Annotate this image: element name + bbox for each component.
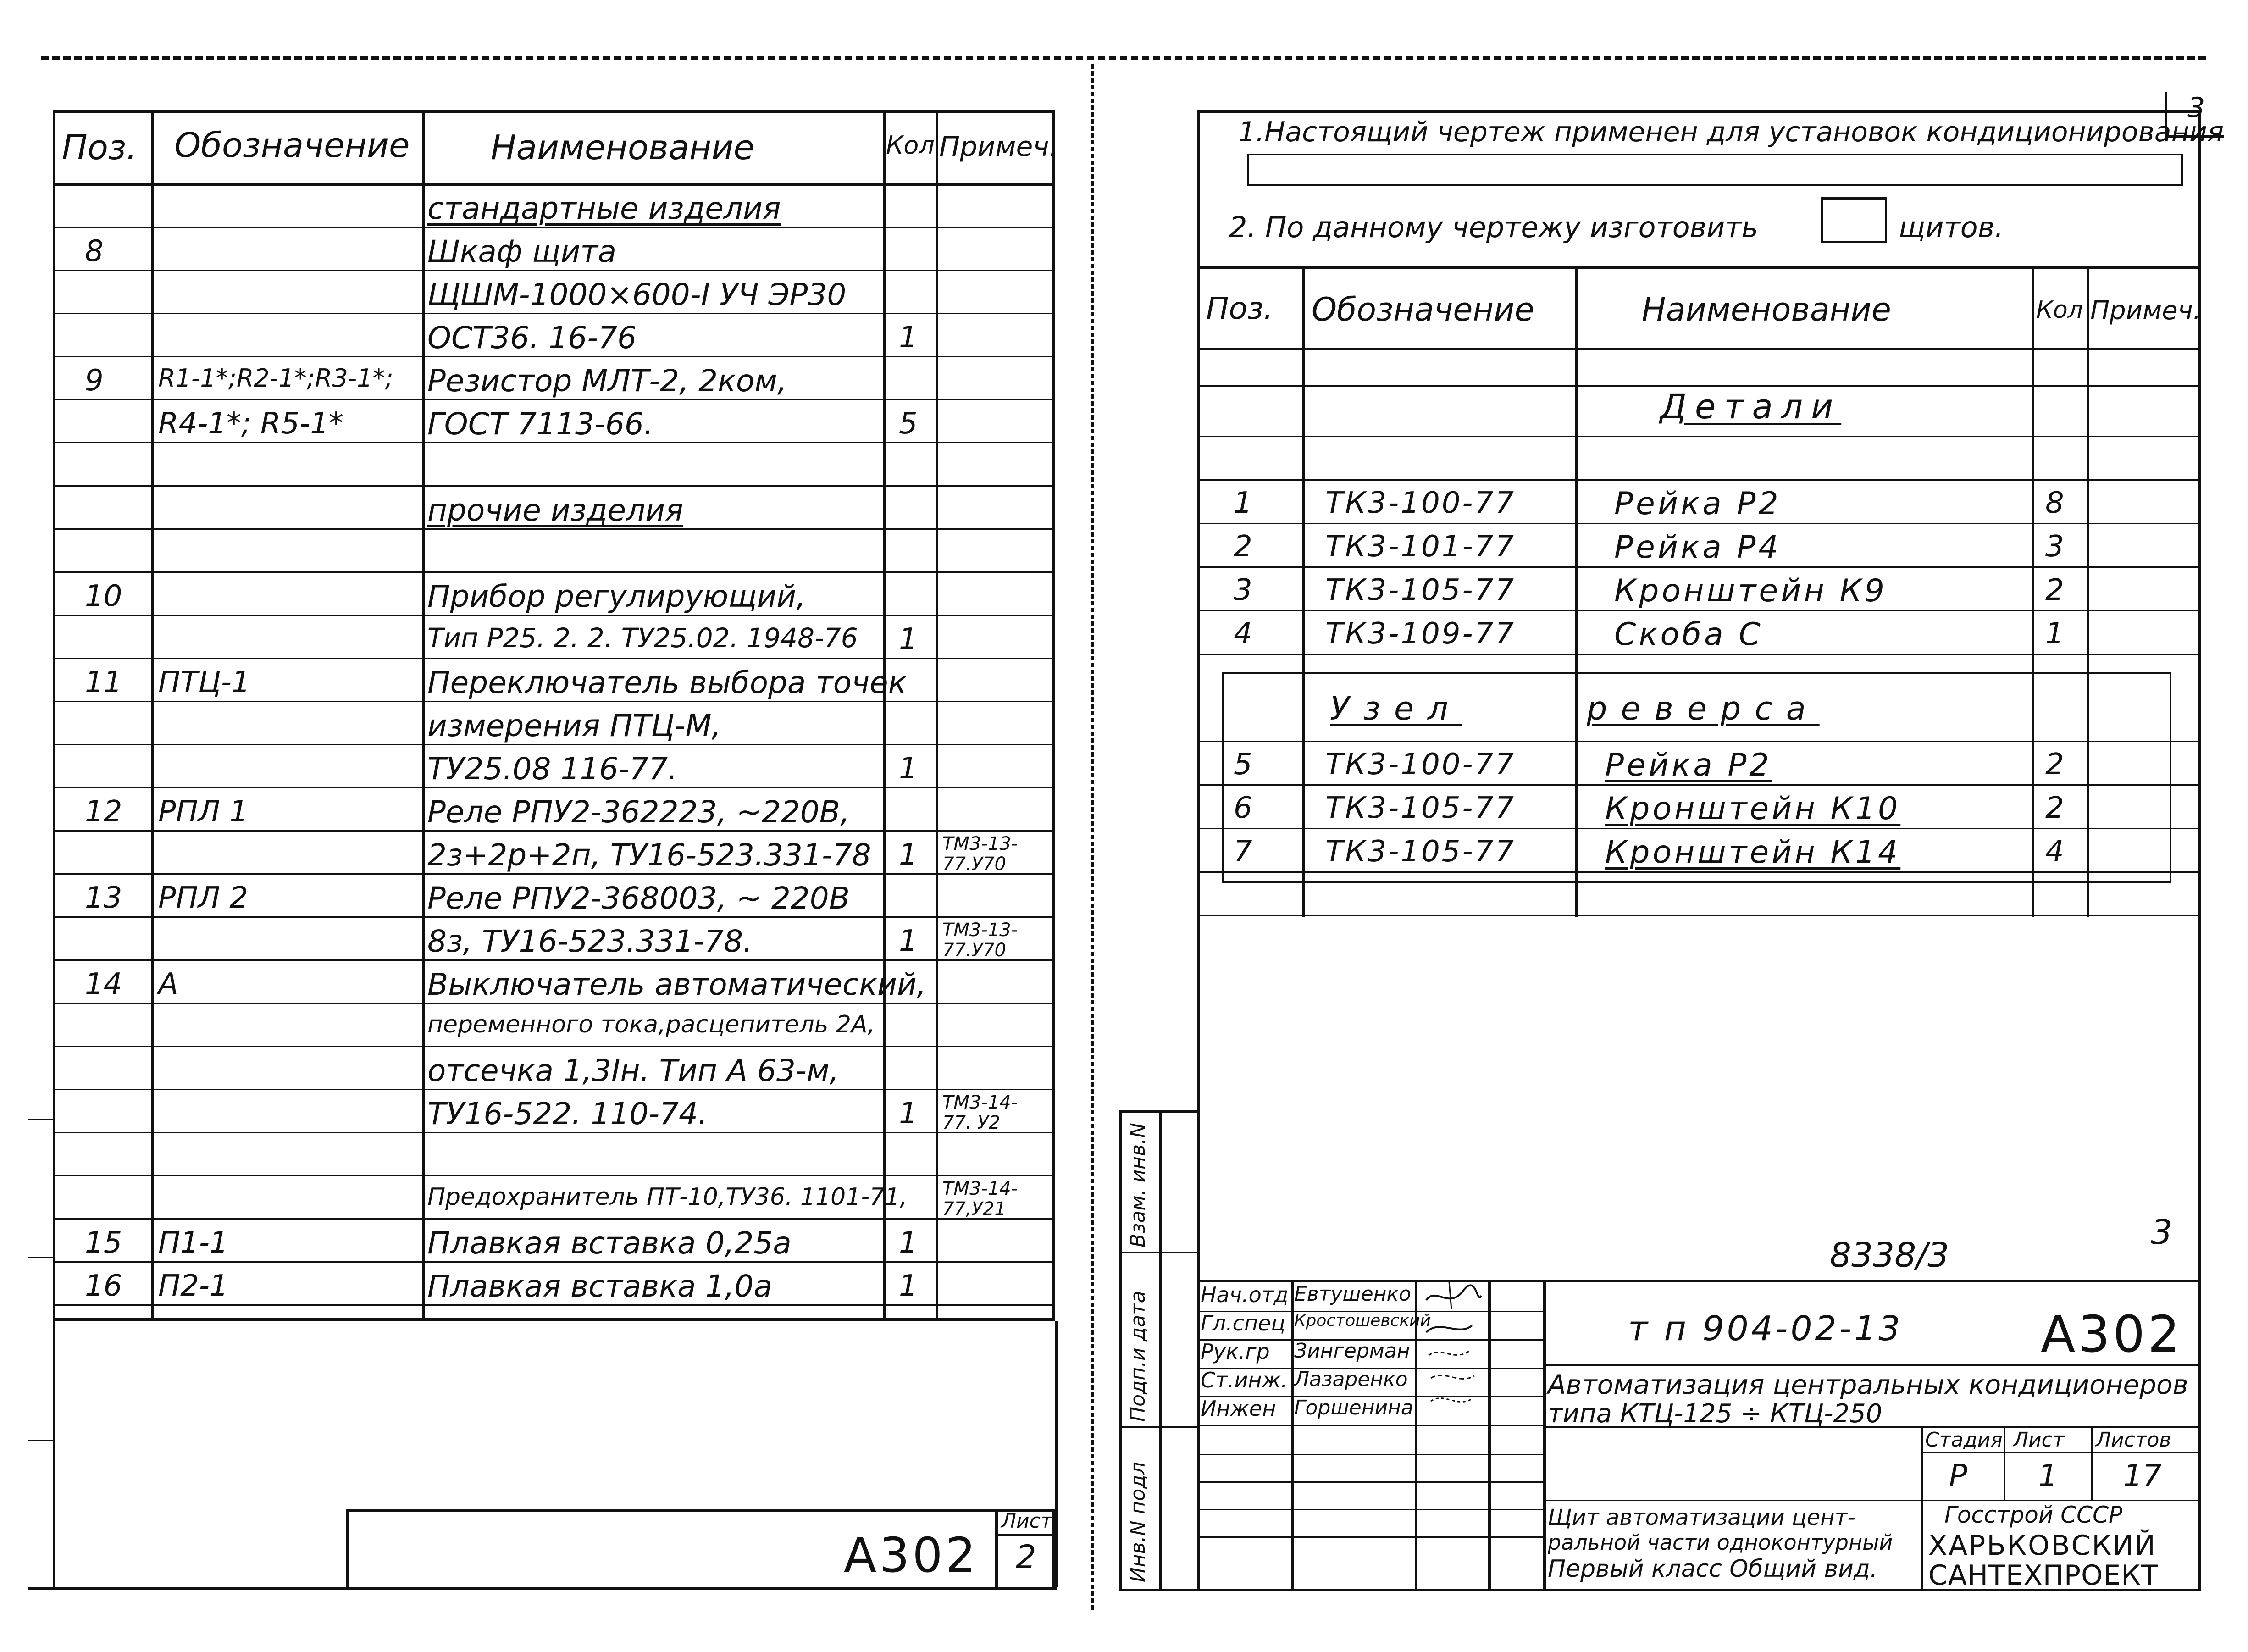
left-row-pos: 12 xyxy=(85,795,122,829)
tick-3 xyxy=(28,1440,55,1441)
left-row-divider xyxy=(53,227,1055,228)
left-row-name: Шкаф щита xyxy=(427,234,617,269)
stamp-sheet-label: Лист xyxy=(2013,1428,2065,1452)
stamp-empty-row-1 xyxy=(1197,1481,1543,1483)
left-row-qty: 1 xyxy=(899,1097,918,1131)
right-node-row-qty: 2 xyxy=(2045,791,2064,825)
left-header-designation: Обозначение xyxy=(174,126,410,165)
archive-number: 8338/3 xyxy=(1830,1236,1949,1275)
left-row-divider xyxy=(53,356,1055,357)
right-node-row-pos: 5 xyxy=(1234,748,1252,782)
left-col-divider-4 xyxy=(936,110,938,1321)
section-details: Детали xyxy=(1660,387,1842,427)
right-row-divider xyxy=(1197,385,2201,387)
left-row-qty: 1 xyxy=(899,752,918,786)
stamp-person: Горшенина xyxy=(1294,1396,1413,1419)
stamp-desc-2: ральной части одноконтурный xyxy=(1548,1530,1893,1555)
right-header-divider xyxy=(1197,348,2201,350)
stamp-sheets-col xyxy=(2091,1426,2093,1500)
left-row-designation: R1-1*;R2-1*;R3-1*; xyxy=(158,364,393,393)
right-row-pos: 1 xyxy=(1234,486,1252,520)
section-node-a: Узел xyxy=(1330,690,1462,727)
quantity-input-box xyxy=(1821,197,1887,243)
right-node-row-qty: 2 xyxy=(2045,748,2064,782)
right-node-row-pos: 6 xyxy=(1234,791,1252,825)
note-1-box xyxy=(1247,154,2183,186)
side-label-replacement: Взам. инв.N xyxy=(1126,1123,1150,1247)
stamp-stage: Р xyxy=(1949,1458,1967,1493)
left-row-name: Выключатель автоматический, xyxy=(427,967,926,1002)
left-row-note: ТМ3-14- 77. У2 xyxy=(942,1092,1018,1133)
right-row-name: Кронштейн К9 xyxy=(1614,573,1887,609)
left-row-divider xyxy=(53,1304,1055,1306)
left-row-divider xyxy=(53,313,1055,314)
left-row-name: стандартные изделия xyxy=(427,191,781,226)
left-header-name: Наименование xyxy=(491,128,755,167)
stamp-role: Гл.спец xyxy=(1201,1311,1285,1336)
stamp-empty-row-2 xyxy=(1197,1509,1543,1510)
right-row-name: Скоба С xyxy=(1614,616,1763,653)
left-row-name: ГОСТ 7113-66. xyxy=(427,406,653,442)
stamp-role: Рук.гр xyxy=(1201,1339,1270,1364)
left-row-name: Реле РПУ2-368003, ~ 220В xyxy=(427,881,850,916)
right-node-row-designation: ТК3-100-77 xyxy=(1325,748,1516,782)
left-row-name: Прибор регулирующий, xyxy=(427,579,806,614)
right-row-name: Рейка Р4 xyxy=(1614,529,1781,565)
left-row-name: Плавкая вставка 1,0а xyxy=(427,1269,772,1304)
side-row-1 xyxy=(1119,1252,1200,1253)
stamp-sheets-label: Листов xyxy=(2096,1428,2171,1452)
left-row-divider xyxy=(53,270,1055,271)
stamp-org-1: Госстрой СССР xyxy=(1944,1502,2123,1528)
stamp-desc-1: Щит автоматизации цент- xyxy=(1548,1505,1855,1530)
stamp-col-sign xyxy=(1488,1280,1491,1591)
top-dashed-border xyxy=(41,56,2206,60)
left-row-pos: 13 xyxy=(85,881,122,915)
left-row-name: Предохранитель ПТ-10,ТУ36. 1101-71, xyxy=(427,1183,908,1211)
right-header-qty: Кол xyxy=(2036,296,2083,324)
left-frame-extension xyxy=(53,1321,55,1587)
left-row-qty: 1 xyxy=(899,1269,918,1303)
left-row-designation: П2-1 xyxy=(158,1269,228,1303)
right-row-designation: ТК3-100-77 xyxy=(1325,486,1516,520)
stamp-desc-3: Первый класс Общий вид. xyxy=(1548,1555,1878,1583)
left-row-divider xyxy=(53,1218,1055,1220)
side-label-inventory: Инв.N подл xyxy=(1126,1462,1150,1582)
right-header-note: Примеч. xyxy=(2090,296,2201,326)
left-row-divider xyxy=(53,959,1055,961)
left-row-pos: 9 xyxy=(85,364,104,398)
left-row-designation: П1-1 xyxy=(158,1226,228,1260)
page-number: 3 xyxy=(2187,92,2205,124)
left-row-name: ЩШМ-1000×600-I УЧ ЭР30 xyxy=(427,277,847,312)
left-row-note: ТМ3-14- 77,У21 xyxy=(942,1178,1018,1220)
right-row-qty: 3 xyxy=(2045,530,2064,564)
left-row-pos: 11 xyxy=(85,665,122,699)
stamp-stage-label: Стадия xyxy=(1925,1428,2003,1452)
stamp-role-divider xyxy=(1197,1425,1543,1426)
left-row-divider xyxy=(53,916,1055,918)
left-stamp-sheet-no: 2 xyxy=(1016,1538,1036,1576)
left-header-qty: Кол xyxy=(886,131,935,160)
right-row-qty: 2 xyxy=(2045,573,2064,607)
stamp-org-2: ХАРЬКОВСКИЙ xyxy=(1928,1530,2157,1562)
left-row-name: Плавкая вставка 0,25а xyxy=(427,1225,792,1261)
left-row-divider xyxy=(53,701,1055,702)
left-row-divider xyxy=(53,1261,1055,1263)
stamp-col-date xyxy=(1543,1280,1546,1591)
left-row-qty: 5 xyxy=(899,407,918,441)
left-row-name: Реле РПУ2-362223, ~220В, xyxy=(427,794,850,830)
left-row-divider xyxy=(53,615,1055,616)
right-row-divider xyxy=(1197,610,2201,611)
left-row-divider xyxy=(53,744,1055,745)
left-row-name: переменного тока,расцепитель 2А, xyxy=(427,1011,875,1038)
right-node-row-designation: ТК3-105-77 xyxy=(1325,791,1516,825)
stamp-code-divider xyxy=(1543,1364,2201,1366)
left-row-designation: РПЛ 2 xyxy=(158,881,248,915)
left-row-note: ТМ3-13- 77.У70 xyxy=(942,920,1018,961)
stamp-sheet: 1 xyxy=(2038,1458,2058,1493)
stamp-desc-divider xyxy=(1543,1500,2201,1501)
left-row-designation: РПЛ 1 xyxy=(158,795,248,829)
left-stamp-divider xyxy=(995,1509,998,1590)
right-node-row-name: Кронштейн К14 xyxy=(1605,834,1901,870)
right-node-row-name: Кронштейн К10 xyxy=(1605,791,1901,827)
right-header-name: Наименование xyxy=(1642,291,1891,328)
left-row-pos: 16 xyxy=(85,1269,122,1303)
left-col-divider-1 xyxy=(151,110,154,1321)
note-1: 1.Настоящий чертеж применен для установок кондиционирования xyxy=(1238,116,2224,148)
left-row-name: Тип Р25. 2. 2. ТУ25.02. 1948-76 xyxy=(427,622,858,654)
tick-2 xyxy=(28,1257,55,1258)
stamp-role: Ст.инж. xyxy=(1201,1368,1288,1392)
right-row-divider xyxy=(1197,915,2201,916)
left-row-name: 8з, ТУ16-523.331-78. xyxy=(427,924,753,959)
stamp-stage-col xyxy=(1921,1426,1923,1591)
left-row-designation: ПТЦ-1 xyxy=(158,665,250,699)
left-row-qty: 1 xyxy=(899,1226,918,1260)
left-row-note: ТМ3-13- 77.У70 xyxy=(942,833,1018,875)
left-row-pos: 10 xyxy=(85,579,122,613)
left-row-name: ОСТ36. 16-76 xyxy=(427,320,637,355)
side-label-signature: Подп.и дата xyxy=(1126,1291,1150,1422)
right-header-pos: Поз. xyxy=(1206,291,1273,326)
right-node-row-name: Рейка Р2 xyxy=(1605,747,1772,783)
right-row-name: Рейка Р2 xyxy=(1614,486,1781,522)
left-row-name: измерения ПТЦ-М, xyxy=(427,708,721,743)
stamp-album: А302 xyxy=(2041,1305,2183,1364)
stamp-sheet-col xyxy=(2004,1426,2005,1500)
signatures xyxy=(1417,1282,1486,1419)
left-row-name: ТУ16-522. 110-74. xyxy=(427,1096,708,1131)
left-row-divider xyxy=(53,1175,1055,1176)
side-row-2 xyxy=(1119,1426,1200,1428)
left-row-divider xyxy=(53,658,1055,659)
right-table-top xyxy=(1197,266,2201,269)
stamp-person: Зингерман xyxy=(1294,1339,1410,1363)
left-row-divider xyxy=(53,787,1055,788)
stamp-person: Евтушенко xyxy=(1294,1282,1411,1306)
left-row-pos: 15 xyxy=(85,1226,122,1260)
stamp-title-2: типа КТЦ-125 ÷ КТЦ-250 xyxy=(1548,1399,1883,1429)
left-row-divider xyxy=(53,571,1055,573)
right-row-pos: 3 xyxy=(1234,573,1252,607)
right-row-qty: 1 xyxy=(2045,617,2064,651)
right-node-row-pos: 7 xyxy=(1234,835,1252,869)
left-row-designation: R4-1*; R5-1* xyxy=(158,407,343,441)
right-header-designation: Обозначение xyxy=(1312,291,1534,328)
left-row-pos: 14 xyxy=(85,967,122,1001)
left-row-qty: 1 xyxy=(899,622,918,656)
left-header-note: Примеч. xyxy=(939,131,1058,163)
right-row-divider xyxy=(1197,523,2201,524)
left-row-name: Резистор МЛТ-2, 2ком, xyxy=(427,363,787,399)
side-column-divider xyxy=(1159,1110,1162,1591)
left-row-divider xyxy=(53,485,1055,487)
right-row-designation: ТК3-109-77 xyxy=(1325,617,1516,651)
left-row-designation: А xyxy=(158,967,178,1001)
left-frame-right xyxy=(1055,1321,1058,1587)
right-row-qty: 8 xyxy=(2045,486,2064,520)
left-row-divider xyxy=(53,528,1055,530)
left-row-name: прочие изделия xyxy=(427,493,683,528)
stamp-stage-divider xyxy=(1921,1452,2201,1453)
left-row-divider xyxy=(53,1003,1055,1004)
section-node-b: реверса xyxy=(1587,690,1820,727)
left-row-divider xyxy=(53,1046,1055,1047)
stamp-person: Лазаренко xyxy=(1294,1368,1408,1391)
left-row-qty: 1 xyxy=(899,924,918,958)
note-2-prefix: 2. По данному чертежу изготовить xyxy=(1229,211,1759,244)
left-row-divider xyxy=(53,1089,1055,1090)
left-header-divider xyxy=(53,183,1055,186)
left-row-name: отсечка 1,3Iн. Тип А 63-м, xyxy=(427,1053,839,1088)
left-stamp-code: А302 xyxy=(844,1527,979,1583)
left-row-pos: 8 xyxy=(85,234,104,268)
left-row-name: ТУ25.08 116-77. xyxy=(427,751,678,787)
left-row-divider xyxy=(53,873,1055,875)
left-row-qty: 1 xyxy=(899,838,918,872)
right-node-row-qty: 4 xyxy=(2045,835,2064,869)
left-row-name: Переключатель выбора точек xyxy=(427,665,907,700)
right-node-row-designation: ТК3-105-77 xyxy=(1325,835,1516,869)
stamp-roles-end xyxy=(1197,1454,1543,1455)
left-col-divider-3 xyxy=(883,110,886,1321)
right-row-divider xyxy=(1197,479,2201,481)
left-stamp-sheet-label: Лист xyxy=(1001,1509,1052,1533)
stamp-person: Кростошевский xyxy=(1294,1311,1431,1330)
stamp-role: Нач.отд xyxy=(1201,1282,1289,1307)
tick-1 xyxy=(28,1119,55,1120)
right-row-divider xyxy=(1197,436,2201,437)
stamp-org-3: САНТЕХПРОЕКТ xyxy=(1928,1559,2159,1591)
left-col-divider-2 xyxy=(422,110,425,1321)
left-row-divider xyxy=(53,830,1055,832)
stamp-sheets: 17 xyxy=(2123,1458,2162,1493)
right-row-divider xyxy=(1197,566,2201,568)
note-2-suffix: щитов. xyxy=(1899,211,2004,244)
handwritten-sheet-number: 3 xyxy=(2151,1213,2173,1252)
stamp-title-1: Автоматизация центральных кондиционеров xyxy=(1548,1369,2188,1400)
stamp-role: Инжен xyxy=(1201,1396,1276,1421)
center-fold-line xyxy=(1091,64,1094,1610)
left-row-qty: 1 xyxy=(899,321,918,355)
right-row-designation: ТК3-105-77 xyxy=(1325,573,1516,607)
left-row-divider xyxy=(53,399,1055,400)
right-row-pos: 2 xyxy=(1234,530,1252,564)
left-header-pos: Поз. xyxy=(62,128,137,167)
stamp-doc-code: т п 904-02-13 xyxy=(1628,1309,1903,1348)
left-row-name: 2з+2р+2п, ТУ16-523.331-78 xyxy=(427,837,871,873)
left-stamp-sheet-divider xyxy=(995,1534,1055,1536)
left-row-divider xyxy=(53,1132,1055,1133)
left-row-divider xyxy=(53,442,1055,443)
right-row-designation: ТК3-101-77 xyxy=(1325,530,1516,564)
stamp-empty-row-3 xyxy=(1197,1536,1543,1538)
right-row-pos: 4 xyxy=(1234,617,1252,651)
stamp-col-role xyxy=(1291,1280,1294,1591)
right-row-divider xyxy=(1197,654,2201,655)
